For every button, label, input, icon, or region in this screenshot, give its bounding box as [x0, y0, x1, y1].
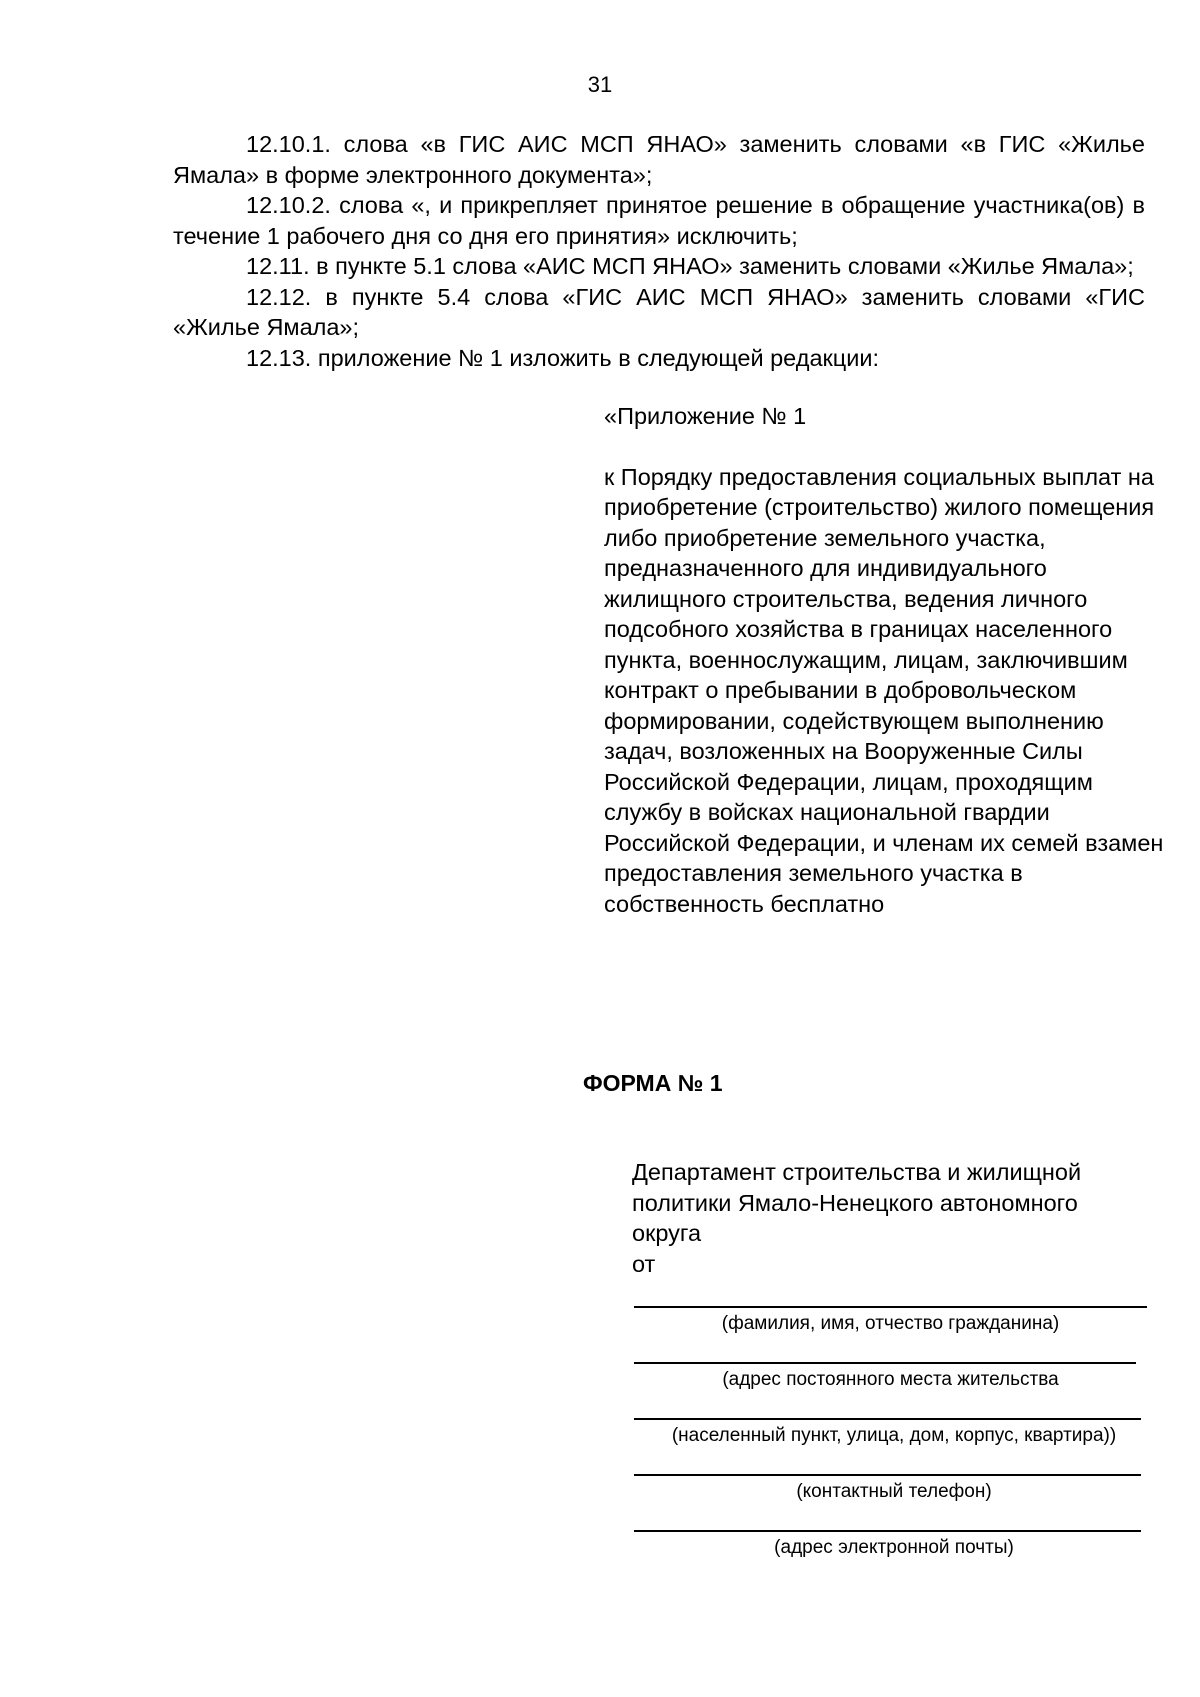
paragraph: 12.13. приложение № 1 изложить в следующей редакции:: [246, 344, 880, 371]
addressee-line: от: [632, 1250, 656, 1277]
address-field-line: [634, 1362, 1136, 1364]
body-text: [173, 129, 1145, 373]
addressee-block: [632, 1157, 1152, 1279]
paragraph: 12.12. в пункте 5.4 слова «ГИС АИС МСП ЯНАО» заменить словами «ГИС «Жилье Ямала»;: [173, 283, 1145, 340]
locality-field-line: [634, 1418, 1141, 1420]
address-field-caption: (адрес постоянного места жительства: [722, 1369, 1059, 1390]
addressee-line: политики Ямало-Ненецкого автономного: [632, 1189, 1078, 1216]
appendix-title: «Приложение № 1: [604, 403, 807, 429]
paragraph: 12.11. в пункте 5.1 слова «АИС МСП ЯНАО» заменить словами «Жилье Ямала»;: [246, 253, 1134, 279]
paragraph: 12.10.2. слова «, и прикрепляет принятое решение в обращение участника(ов) в течение 1 рабочего дня со дня его принятия» исключить;: [173, 192, 1145, 249]
email-field-caption: (адрес электронной почты): [774, 1537, 1014, 1558]
page-number: 31: [587, 72, 613, 97]
form-title: ФОРМА № 1: [583, 1070, 723, 1096]
addressee-line: округа: [632, 1220, 702, 1246]
locality-field-caption: (населенный пункт, улица, дом, корпус, квартира)): [671, 1425, 1117, 1446]
email-field-line: [634, 1530, 1141, 1532]
phone-field-line: [634, 1474, 1141, 1476]
appendix-block: [604, 401, 1164, 919]
addressee-line: Департамент строительства и жилищной: [632, 1159, 1082, 1185]
phone-field-caption: (контактный телефон): [796, 1481, 992, 1502]
appendix-text: к Порядку предоставления социальных выплат на приобретение (строительство) жилого помещения либо приобретение земельного участка, предназначенного для индивидуального жилищного строительства, ведения личного подсобного хозяйства в границах населенного пункта, военнослужащим, лицам, заключившим контракт о пребывании в добровольческом формировании, содействующем выполнению задач, возложенных на Вооруженные Силы Российской Федерации, лицам, проходящим службу в войсках национальной гвардии Российской Федерации, и членам их семей взамен предоставления земельного участка в собственность бесплатно: [604, 463, 1164, 917]
name-field-line: [634, 1306, 1147, 1308]
name-field-caption: (фамилия, имя, отчество гражданина): [721, 1313, 1060, 1334]
paragraph: 12.10.1. слова «в ГИС АИС МСП ЯНАО» заменить словами «в ГИС «Жилье Ямала» в форме электронного документа»;: [173, 131, 1145, 188]
